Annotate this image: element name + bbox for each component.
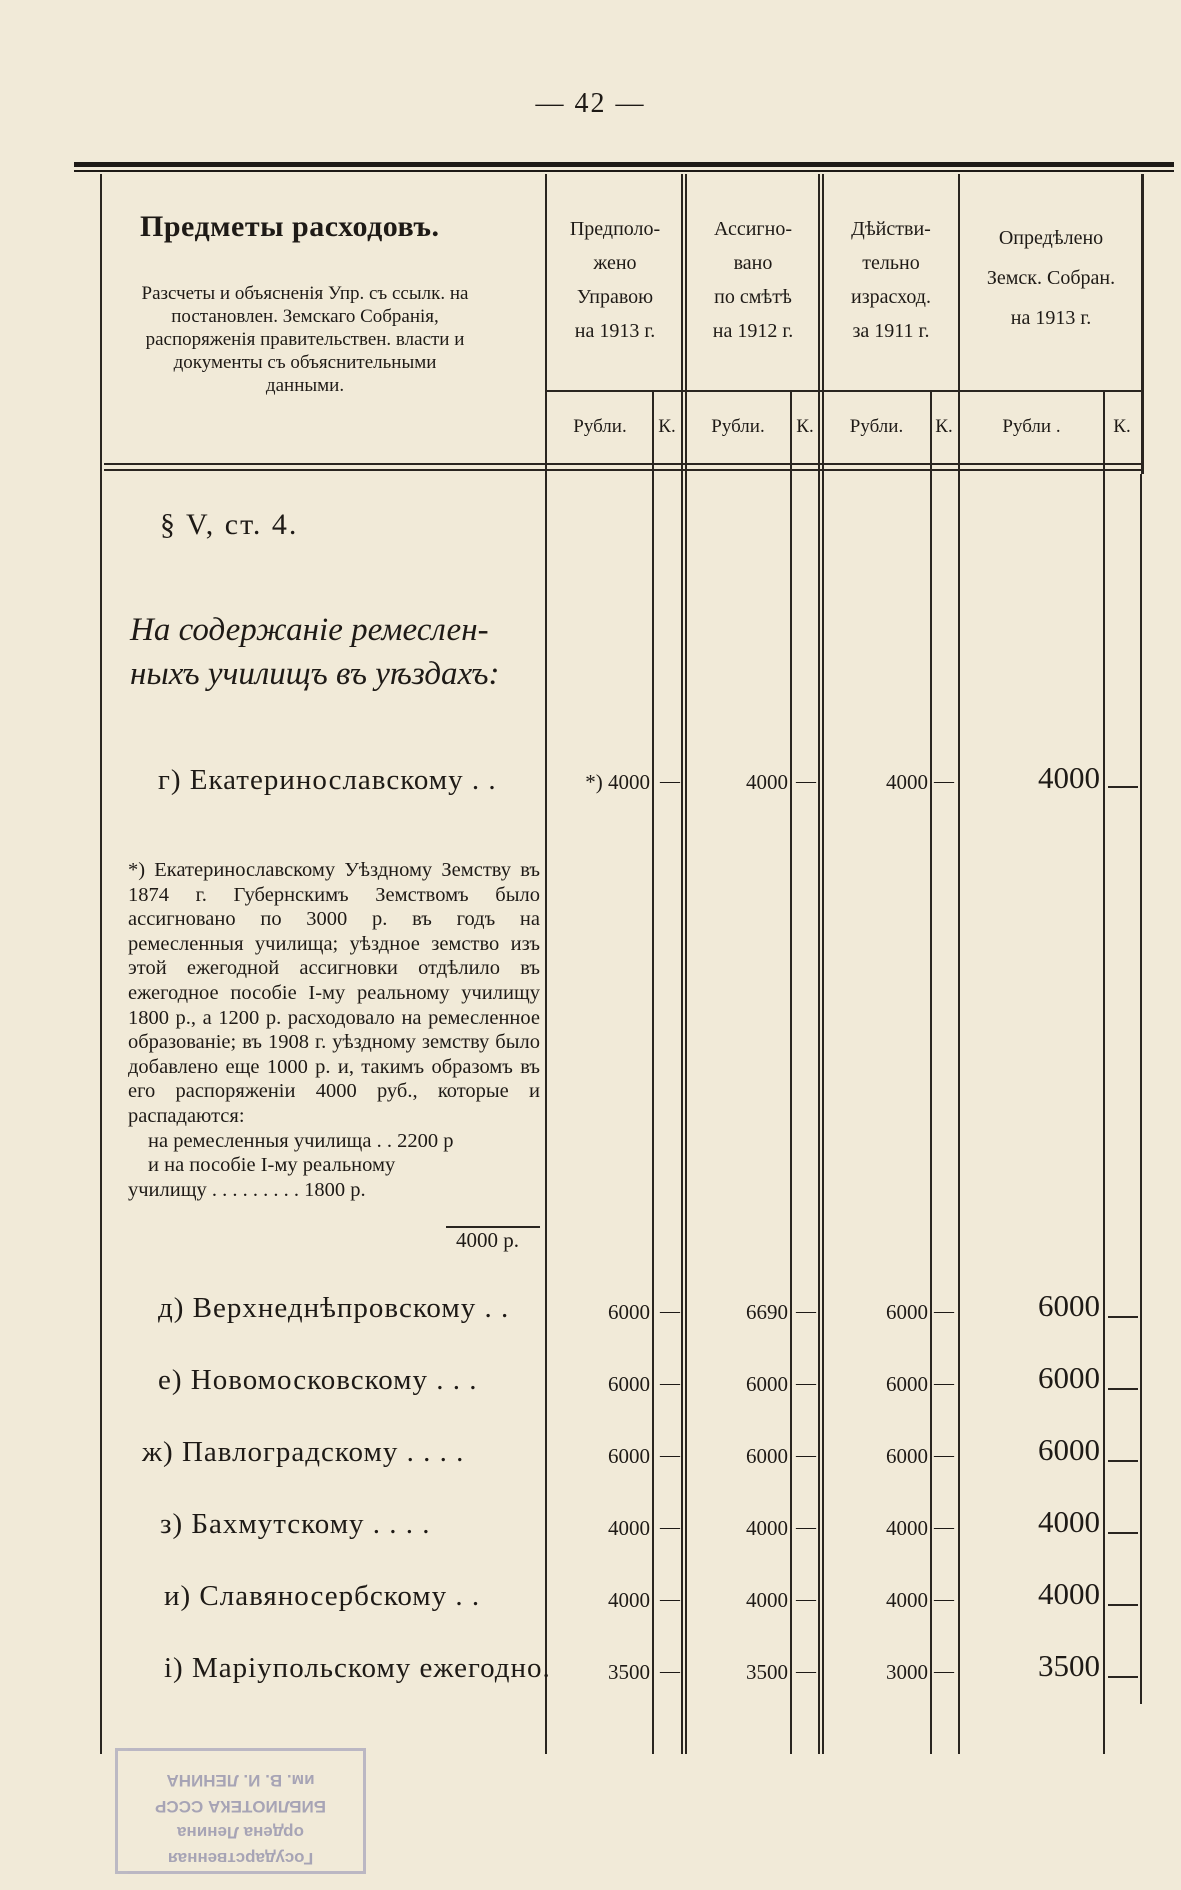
col-divider-2a <box>681 174 683 1754</box>
value-decided-1913: 4000 <box>1038 760 1100 795</box>
top-rule-thin <box>74 170 1174 172</box>
section-heading-line1: На содержаніе ремеслен- <box>130 612 489 648</box>
unit-rubles-2: Рубли. <box>711 416 765 437</box>
kop-dash: — <box>934 1660 954 1682</box>
kop-dash: — <box>660 1516 680 1538</box>
col-head-spent-1911: Дѣйстви- тельно израсход. за 1911 г. <box>851 218 931 342</box>
col-divider-2b <box>685 174 687 1754</box>
kop-dash: — <box>660 770 680 792</box>
value-spent-1911: 6000 <box>886 1300 928 1324</box>
value-proposed-1913: 4000 <box>608 1588 650 1612</box>
kop-dash: — <box>934 1588 954 1610</box>
row-label: з) Бахмутскому . . . . <box>160 1508 431 1540</box>
col-head-proposed-1913: Предполо- жено Управою на 1913 г. <box>569 218 661 342</box>
unit-rubles-3: Рубли. <box>849 416 904 437</box>
unit-rubles-1: Рубли. <box>573 416 627 437</box>
value-spent-1911: 4000 <box>886 1588 928 1612</box>
kop-blank-line <box>1108 1460 1138 1462</box>
kop-dash: — <box>796 1516 816 1538</box>
kop-blank-line <box>1108 1676 1138 1678</box>
kop-dash: — <box>796 1444 816 1466</box>
value-assigned-1912: 6690 <box>746 1300 788 1324</box>
library-stamp: Государственная ордена Ленина БИБЛИОТЕКА СССР им. В. И. ЛЕНИНА <box>115 1748 366 1874</box>
kop-blank-line <box>1108 1388 1138 1390</box>
row-label: ж) Павлоградскому . . . . <box>142 1436 465 1468</box>
value-assigned-1912: 4000 <box>746 770 788 794</box>
footnote <box>128 858 540 1202</box>
kop-divider-2 <box>790 392 792 1754</box>
kop-dash: — <box>934 1372 954 1394</box>
value-proposed-1913: 3500 <box>608 1660 650 1684</box>
value-proposed-1913: 6000 <box>608 1300 650 1324</box>
table-right-border-lower <box>1140 474 1142 1704</box>
col-head-decided-1913: Опредѣлено Земск. Собран. на 1913 г. <box>986 227 1116 329</box>
col-divider-3a <box>818 174 820 1754</box>
row-label: и) Славяносербскому . . <box>164 1580 481 1612</box>
value-proposed-1913: 6000 <box>608 1444 650 1468</box>
unit-kop-2: К. <box>796 416 814 437</box>
value-decided-1913: 6000 <box>1038 1432 1100 1467</box>
items-subtitle: Разсчеты и объясненія Упр. съ ссылк. на постановлен. Земскаго Собранія, распоряженія правительствен. власти и документы съ объяснительными данными. <box>141 283 469 396</box>
kop-dash: — <box>796 770 816 792</box>
items-title: Предметы расходовъ. <box>140 210 440 243</box>
row-label: е) Новомосковскому . . . <box>158 1364 478 1396</box>
kop-dash: — <box>796 1588 816 1610</box>
col-head-assigned-1912: Ассигно- вано по смѣтѣ на 1912 г. <box>712 218 794 342</box>
row-label: г) Екатеринославскому . . <box>158 764 497 796</box>
kop-divider-4 <box>1103 392 1105 1754</box>
value-proposed-1913: *) 4000 <box>585 770 650 794</box>
top-rule-thick <box>74 162 1174 167</box>
section-ref: § V, ст. 4. <box>160 508 299 541</box>
kop-dash: — <box>660 1372 680 1394</box>
value-decided-1913: 4000 <box>1038 1504 1100 1539</box>
value-spent-1911: 6000 <box>886 1444 928 1468</box>
kop-dash: — <box>660 1444 680 1466</box>
kop-dash: — <box>934 1516 954 1538</box>
kop-dash: — <box>796 1372 816 1394</box>
section-heading <box>130 608 550 696</box>
kop-dash: — <box>660 1588 680 1610</box>
kop-dash: — <box>660 1300 680 1322</box>
unit-kop-1: К. <box>658 416 676 437</box>
value-proposed-1913: 6000 <box>608 1372 650 1396</box>
units-top-rule <box>545 390 1141 392</box>
kop-divider-3 <box>930 392 932 1754</box>
footnote-total: 4000 р. <box>456 1228 519 1252</box>
value-proposed-1913: 4000 <box>608 1516 650 1540</box>
kop-divider-1 <box>652 392 654 1754</box>
value-assigned-1912: 6000 <box>746 1444 788 1468</box>
value-assigned-1912: 3500 <box>746 1660 788 1684</box>
unit-kop-3: К. <box>935 416 953 437</box>
kop-blank-line <box>1108 1316 1138 1318</box>
value-spent-1911: 4000 <box>886 1516 928 1540</box>
col-divider-3b <box>822 174 824 1754</box>
value-assigned-1912: 6000 <box>746 1372 788 1396</box>
value-decided-1913: 4000 <box>1038 1576 1100 1611</box>
unit-kop-4: К. <box>1113 416 1131 437</box>
kop-dash: — <box>934 770 954 792</box>
kop-blank-line <box>1108 1604 1138 1606</box>
row-label: і) Маріупольскому ежегодно. <box>164 1652 551 1684</box>
value-spent-1911: 3000 <box>886 1660 928 1684</box>
kop-dash: — <box>660 1660 680 1682</box>
value-spent-1911: 6000 <box>886 1372 928 1396</box>
kop-blank-line <box>1108 786 1138 788</box>
kop-dash: — <box>796 1660 816 1682</box>
footnote-text: *) Екатеринославскому Уѣздному Земству въ 1874 г. Губернскимъ Земствомъ было ассигновано по 3000 р. въ годъ на ремесленныя училища; уѣздное земство изъ этой ежегодной ассигновки отдѣлило въ ежегодное пособіе І-му реальному училищу 1800 р., а 1200 р. расходовало на ремесленное образованіе; въ 1908 г. уѣздному земству было добавлено еще 1000 р. и, такимъ образомъ въ его распоряженіи 4000 руб., которые и распадаются: <box>128 859 540 1127</box>
kop-blank-line <box>1108 1532 1138 1534</box>
footnote-crafts-line: на ремесленныя училища . . 2200 р <box>148 1129 454 1152</box>
footnote-aid-line1: и на пособіе І-му реальному <box>148 1154 396 1177</box>
footnote-aid-line2: училищу . . . . . . . . . 1800 р. <box>128 1178 366 1201</box>
value-assigned-1912: 4000 <box>746 1588 788 1612</box>
col-divider-desc <box>545 174 547 1754</box>
page-number: — 42 — <box>535 88 646 119</box>
value-decided-1913: 6000 <box>1038 1360 1100 1395</box>
col-divider-4 <box>958 174 960 1754</box>
row-label: д) Верхнеднѣпровскому . . <box>158 1292 510 1324</box>
header-bottom-rule-1 <box>104 463 1141 465</box>
table-left-border <box>100 174 102 1754</box>
value-decided-1913: 3500 <box>1038 1648 1100 1683</box>
header-bottom-rule-2 <box>104 469 1141 471</box>
value-spent-1911: 4000 <box>886 770 928 794</box>
kop-dash: — <box>796 1300 816 1322</box>
section-heading-line2: ныхъ училищъ въ уѣздахъ: <box>130 656 500 692</box>
kop-dash: — <box>934 1300 954 1322</box>
kop-dash: — <box>934 1444 954 1466</box>
value-assigned-1912: 4000 <box>746 1516 788 1540</box>
value-decided-1913: 6000 <box>1038 1288 1100 1323</box>
unit-rubles-4: Рубли . <box>1002 416 1061 437</box>
